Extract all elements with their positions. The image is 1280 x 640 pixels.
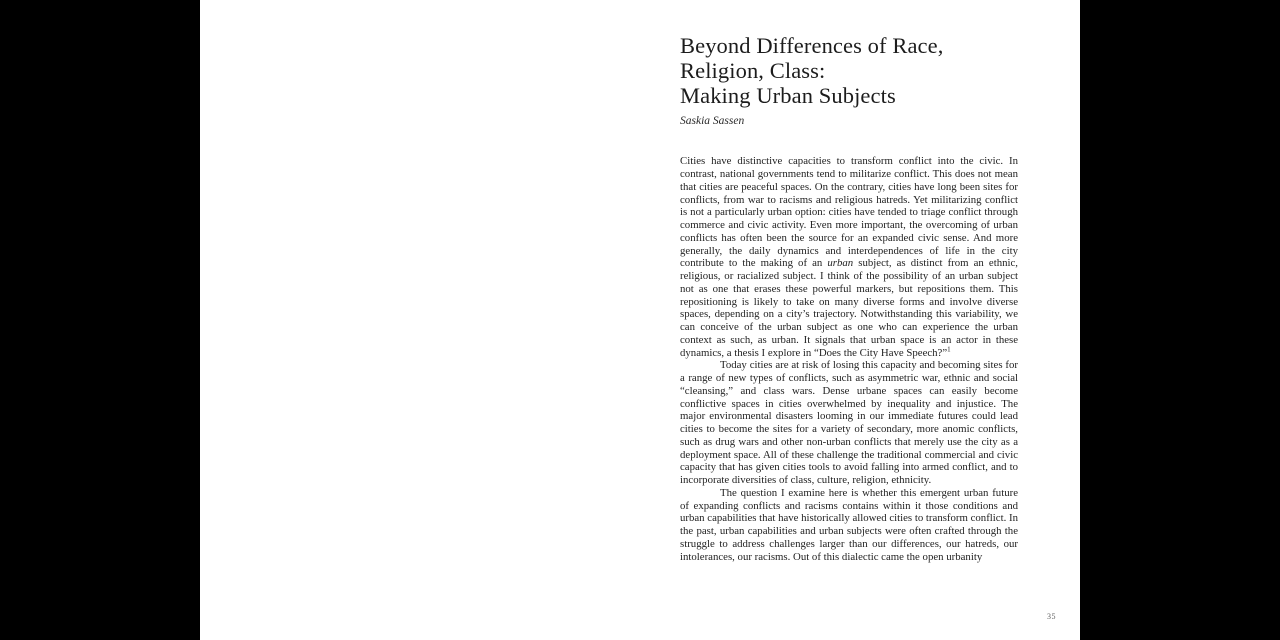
essay-body xyxy=(680,155,1018,563)
paragraph-1-text-continued: subject, as distinct from an ethnic, religious, or racialized subject. I think of the possibility of an urban subject not as one that erases these powerful markers, but repositions them. This repositioning is likely to take on many diverse forms and involve diverse spaces, depending on a city’s trajectory. Notwithstanding this variability, we can conceive of the urban subject as one who can experience the urban context as such, as urban. It signals that urban space is an actor in these dynamics, a thesis I explore in “Does the City Have Speech?” xyxy=(680,257,1018,359)
essay-title xyxy=(680,34,1018,108)
essay-author: Saskia Sassen xyxy=(680,115,745,128)
essay-title-line-2: Religion, Class: xyxy=(680,57,826,83)
paragraph-2: Today cities are at risk of losing this capacity and becoming sites for a range of new types of conflicts, such as asymmetric war, ethnic and social “cleansing,” and class wars. Dense urbane spaces can easily become conflictive spaces in cities overwhelmed by inequality and injustice. The major environmental disasters looming in our immediate futures could lead cities to become the sites for a variety of secondary, more anomic conflicts, such as drug wars and other non-urban conflicts that merely use the city as a deployment space. All of these challenge the traditional commercial and civic capacity that has given cities tools to avoid falling into armed conflict, and to incorporate diversities of class, culture, religion, ethnicity. xyxy=(680,359,1018,487)
footnote-reference: 1 xyxy=(947,345,951,354)
paragraph-1-text: Cities have distinctive capacities to transform conflict into the civic. In contrast, national governments tend to militarize conflict. This does not mean that cities are peaceful spaces. On the contrary, cities have long been sites for conflicts, from war to racisms and religious hatreds. Yet militarizing conflict is not a particularly urban option: cities have tended to triage conflict through commerce and civic activity. Even more important, the overcoming of urban conflicts has often been the source for an expanded civic sense. And more generally, the daily dynamics and interdependences of life in the city contribute to the making of an xyxy=(680,155,1018,270)
essay-title-line-3: Making Urban Subjects xyxy=(680,82,896,108)
text-column xyxy=(680,34,1018,563)
essay-title-line-1: Beyond Differences of Race, xyxy=(680,33,944,58)
paragraph-1 xyxy=(680,155,1018,359)
paragraph-1-italic-word: urban xyxy=(827,257,854,270)
page-number: 35 xyxy=(1047,612,1056,621)
paragraph-3: The question I examine here is whether this emergent urban future of expanding conflicts and racisms contains within it those conditions and urban capabilities that have historically allowed cities to transform conflict. In the past, urban capabilities and urban subjects were often crafted through the struggle to address challenges larger than our differences, our hatreds, our intolerances, our racisms. Out of this dialectic came the open urbanity xyxy=(680,486,1018,563)
book-page xyxy=(200,0,1080,640)
